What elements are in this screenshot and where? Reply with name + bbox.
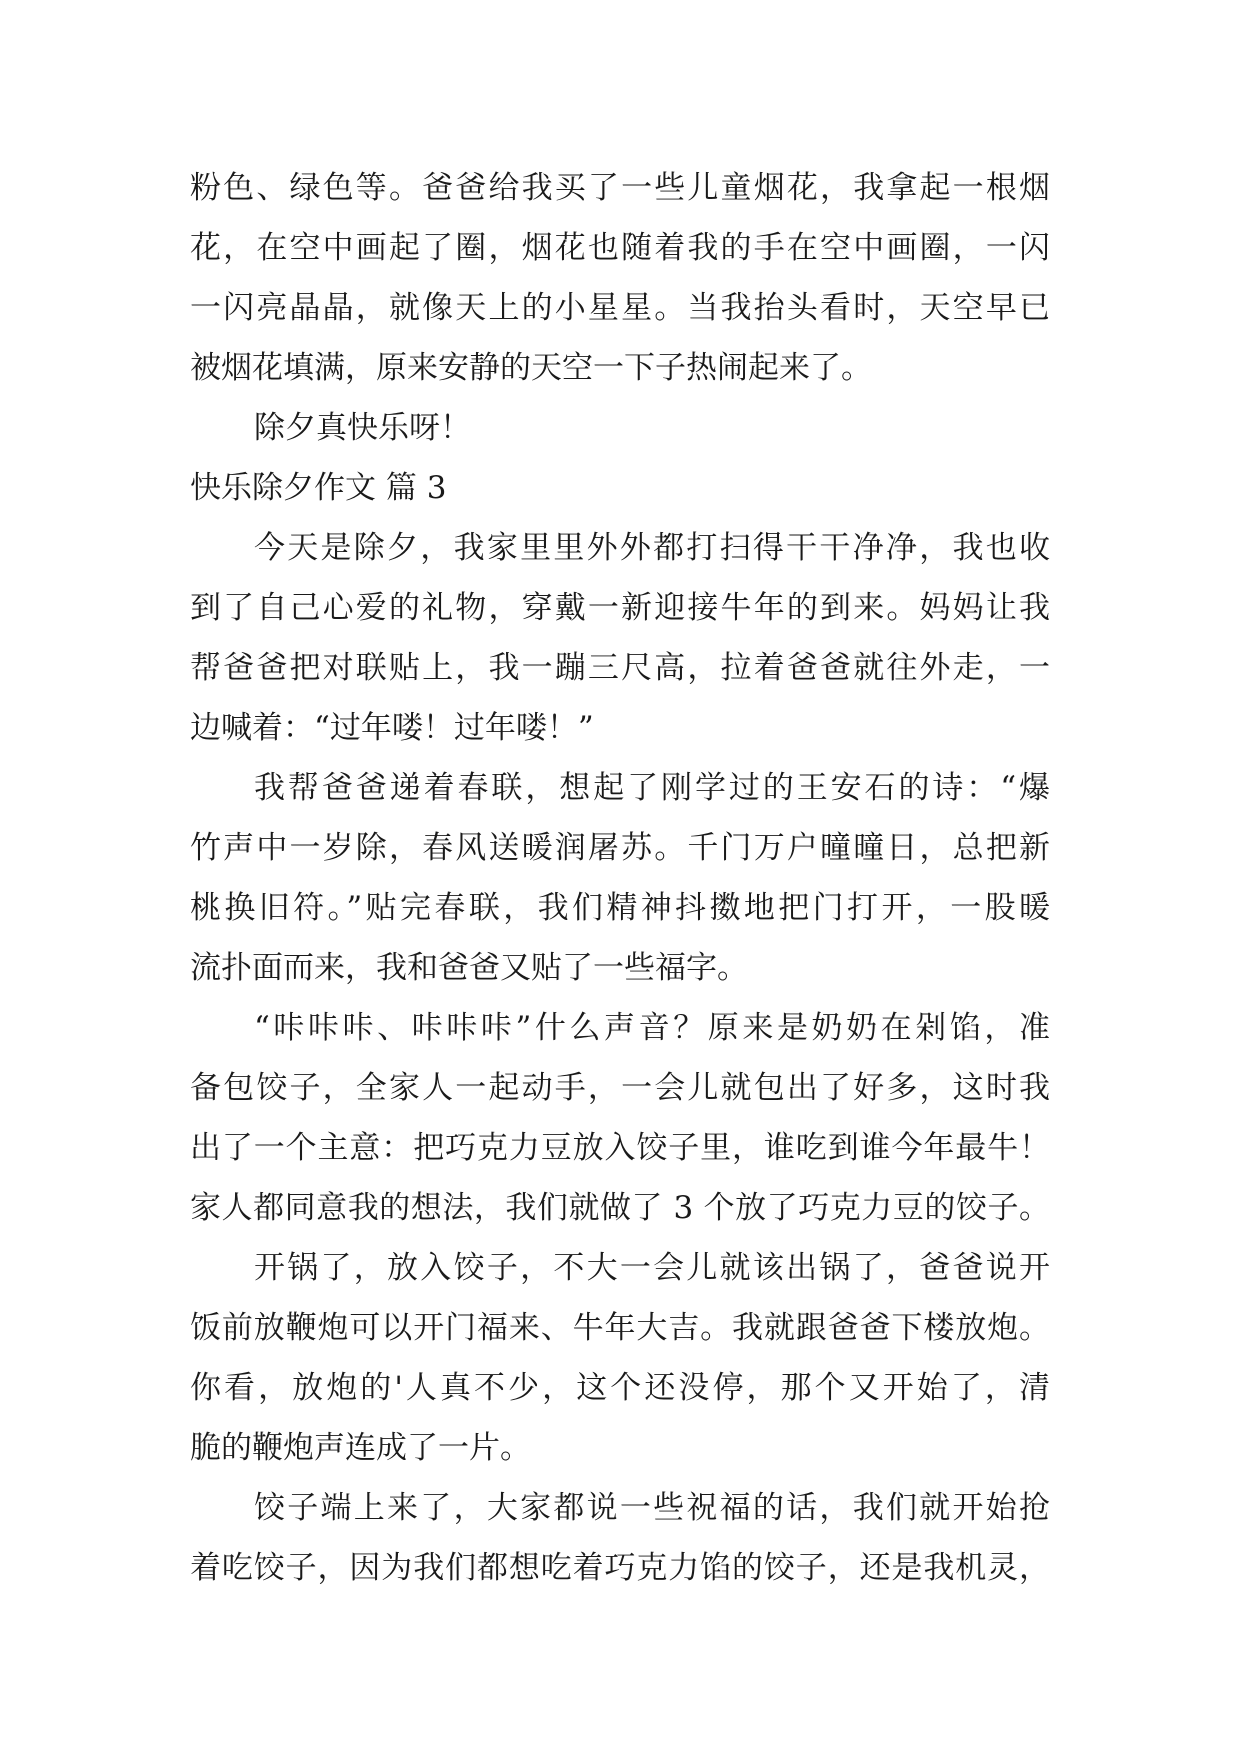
text-line: 着吃饺子，因为我们都想吃着巧克力馅的饺子，还是我机灵， [190,1550,1050,1586]
text-line: 花，在空中画起了圈，烟花也随着我的手在空中画圈，一闪 [190,230,1050,266]
text-line: 除夕真快乐呀！ [254,410,471,446]
text-line: 你看，放炮的'人真不少，这个还没停，那个又开始了，清 [190,1370,1050,1406]
text-line: 被烟花填满，原来安静的天空一下子热闹起来了。 [190,350,872,386]
text-line: 流扑面而来，我和爸爸又贴了一些福字。 [190,950,748,986]
text-line: 今天是除夕，我家里里外外都打扫得干干净净，我也收 [254,530,1050,566]
text-line: 边喊着：“过年喽！过年喽！” [190,710,594,746]
text-line: 帮爸爸把对联贴上，我一蹦三尺高，拉着爸爸就往外走，一 [190,650,1050,686]
text-line: 脆的鞭炮声连成了一片。 [190,1430,531,1466]
text-line: 粉色、绿色等。爸爸给我买了一些儿童烟花，我拿起一根烟 [190,170,1050,206]
text-line: 开锅了，放入饺子，不大一会儿就该出锅了，爸爸说开 [254,1250,1050,1286]
text-line: 一闪亮晶晶，就像天上的小星星。当我抬头看时，天空早已 [190,290,1050,326]
text-line: 饭前放鞭炮可以开门福来、牛年大吉。我就跟爸爸下楼放炮。 [190,1310,1050,1346]
text-line: 家人都同意我的想法，我们就做了 3 个放了巧克力豆的饺子。 [190,1190,1050,1226]
text-line: 备包饺子，全家人一起动手，一会儿就包出了好多，这时我 [190,1070,1050,1106]
text-line: “咔咔咔、咔咔咔”什么声音？原来是奶奶在剁馅，准 [254,1010,1050,1046]
text-line: 桃换旧符。”贴完春联，我们精神抖擞地把门打开，一股暖 [190,890,1050,926]
text-line: 出了一个主意：把巧克力豆放入饺子里，谁吃到谁今年最牛！ [190,1130,1050,1166]
text-line: 我帮爸爸递着春联，想起了刚学过的王安石的诗：“爆 [254,770,1050,806]
article-body [190,158,1050,1598]
text-line: 饺子端上来了，大家都说一些祝福的话，我们就开始抢 [254,1490,1050,1526]
text-line: 到了自己心爱的礼物，穿戴一新迎接牛年的到来。妈妈让我 [190,590,1050,626]
text-line: 竹声中一岁除，春风送暖润屠苏。千门万户曈曈日，总把新 [190,830,1050,866]
section-heading: 快乐除夕作文 篇 3 [190,470,447,506]
